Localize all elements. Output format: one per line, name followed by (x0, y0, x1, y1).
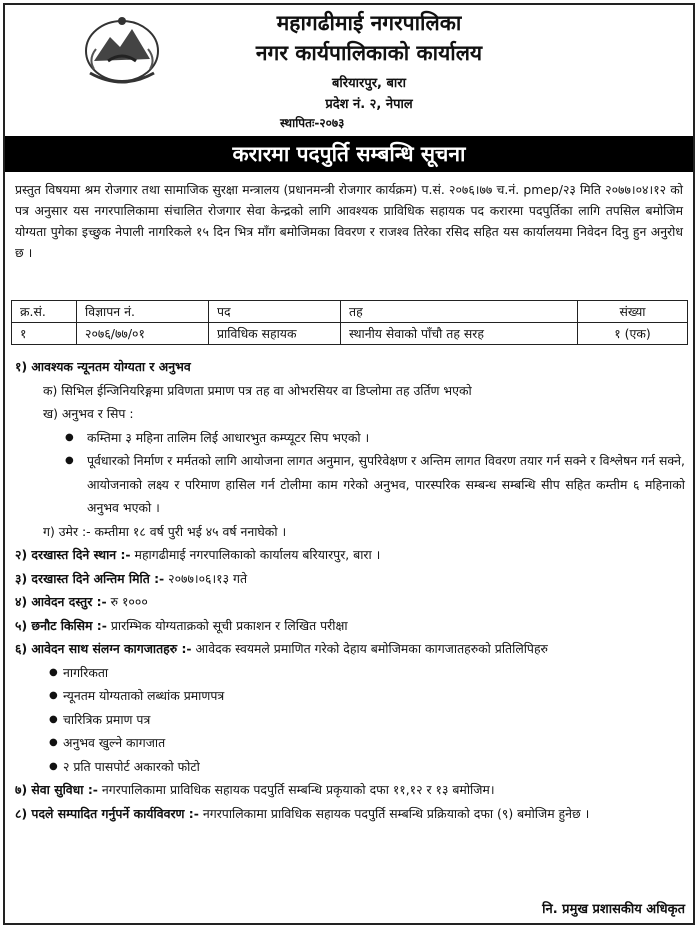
intro-paragraph (15, 179, 683, 263)
notice-page (3, 3, 695, 925)
municipality-name: महागढीमाई नगरपालिका (276, 11, 462, 35)
section-3-value: २०७७।०६।१३ गते (168, 570, 248, 586)
skills-list (15, 426, 685, 520)
section-2 (15, 543, 685, 567)
section-5 (15, 614, 685, 638)
section-6 (15, 637, 685, 661)
section-3 (15, 567, 685, 591)
section-4-label: ४) आवेदन दस्तुर :- (15, 594, 107, 609)
section-5-value: प्रारम्भिक योग्यताक्रको सूची प्रकाशन र लिखित परीक्षा (110, 617, 348, 633)
section-6-label: ६) आवेदन साथ संलग्न कागजातहरु :- (15, 641, 192, 656)
cell-adv-no: २०७६/७७/०१ (77, 323, 209, 345)
section-3-label: ३) दरखास्त दिने अन्तिम मिति :- (15, 570, 165, 586)
section-4 (15, 590, 685, 614)
section-5-label: ५) छनौट किसिम :- (15, 617, 107, 633)
intro-text: प्रस्तुत विषयमा श्रम रोजगार तथा सामाजिक सुरक्षा मन्त्रालय (प्रधानमन्त्री रोजगार कार्यक्रम) प.सं. २०७६।७७ च.नं. pmep/२३ मिति २०७७।०४।१२ को पत्र अनुसार यस नगरपालिकामा संचालित रोजगार सेवा केन्द्रको लागि आवश्यक प्राविधिक सहायक पद करारमा पदपुर्तिका लागि तपसिल बमोजिम योग्यता पुगेका इच्छुक नेपाली नागरिकले १५ दिन भित्र माँग बमोजिमका विवरण र राजश्व तिरेका रसिद सहित यस कार्यालयमा निवेदन दिनु हुन अनुरोध छ । (15, 182, 683, 260)
section-7 (15, 778, 685, 802)
cell-count: १ (एक) (578, 323, 688, 345)
notice-body (15, 355, 685, 825)
signature-line: नि. प्रमुख प्रशासकीय अधिकृत (542, 902, 685, 917)
section-1-a: क) सिभिल ईन्जिनियरिङ्गमा प्रविणता प्रमाण पत्र तह वा ओभरसियर वा डिप्लोमा तह उर्तिण भएको (43, 382, 472, 398)
list-item: ● २ प्रति पासपोर्ट अकारको फोटो (63, 755, 685, 779)
cell-level: स्थानीय सेवाको पाँचौ तह सरह (341, 323, 578, 345)
province-line: प्रदेश नं. २, नेपाल (325, 97, 413, 112)
col-adv-no: विज्ञापन नं. (77, 301, 209, 323)
section-1-title: १) आवश्यक न्यूनतम योग्यता र अनुभव (15, 359, 191, 374)
established-line: स्थापितः-२०७३ (280, 116, 345, 130)
section-4-value: रु १००० (110, 594, 148, 609)
list-item: ● चारित्रिक प्रमाण पत्र (63, 708, 685, 732)
section-6-value: आवेदक स्वयमले प्रमाणित गरेको देहाय बमोजिमका कागजातहरुको प्रतिलिपिहरु (195, 641, 548, 656)
col-level: तह (341, 301, 578, 323)
col-post: पद (209, 301, 341, 323)
section-7-label: ७) सेवा सुविधा :- (15, 782, 98, 797)
col-count: संख्या (578, 301, 688, 323)
section-1-c: ग) उमेर :- कम्तीमा १८ वर्ष पुरी भई ४५ वर्ष ननाघेको । (43, 523, 287, 539)
section-1-b: ख) अनुभव र सिप : (43, 406, 134, 421)
section-7-value: नगरपालिकामा प्राविधिक सहायक पदपुर्ति सम्बन्धि प्रकृयाको दफा ११,१२ र १३ बमोजिम। (101, 782, 495, 797)
table-header-row (12, 301, 688, 323)
list-item: ● कम्तिमा ३ महिना तालिम लिई आधारभुत कम्प्यूटर सिप भएको । (87, 426, 685, 450)
section-2-value: महागढीमाई नगरपालिकाको कार्यालय बरियारपुर, बारा । (134, 547, 381, 562)
list-item: ● पूर्वधारको निर्माण र मर्मतको लागि आयोजना लागत अनुमान, सुपरिवेक्षण र अन्तिम लागत विवरण तयार गर्न सक्ने र विश्लेषन गर्न सक्ने, आयोजनाको लक्ष्य र परिमाण हासिल गर्न टोलीमा काम गरेको अनुभव, पारस्परिक सम्बन्ध सम्बन्धि सीप सहित कम्तीम ६ महिनाको अनुभव भएको । (87, 449, 685, 520)
section-8-label: ८) पदले सम्पादित गर्नुपर्ने कार्यविवरण :- (15, 805, 199, 821)
section-2-label: २) दरखास्त दिने स्थान :- (15, 547, 131, 562)
col-sn: क्र.सं. (12, 301, 77, 323)
documents-list (15, 661, 685, 779)
list-item: ● न्यूनतम योग्यताको लब्धांक प्रमाणपत्र (63, 684, 685, 708)
cell-post: प्राविधिक सहायक (209, 323, 341, 345)
cell-sn: १ (12, 323, 77, 345)
section-8 (15, 802, 685, 826)
office-address: बरियारपुर, बारा (332, 76, 406, 91)
list-item: ● अनुभव खुल्ने कागजात (63, 731, 685, 755)
notice-title: करारमा पदपुर्ति सम्बन्धि सूचना (5, 136, 693, 172)
vacancy-table (11, 300, 688, 345)
section-8-value: नगरपालिकामा प्राविधिक सहायक पदपुर्ति सम्बन्धि प्रक्रियाको दफा (९) बमोजिम हुनेछ । (202, 805, 590, 821)
office-name: नगर कार्यपालिकाको कार्यालय (255, 41, 483, 65)
table-row (12, 323, 688, 345)
list-item: ● नागरिकता (63, 661, 685, 685)
